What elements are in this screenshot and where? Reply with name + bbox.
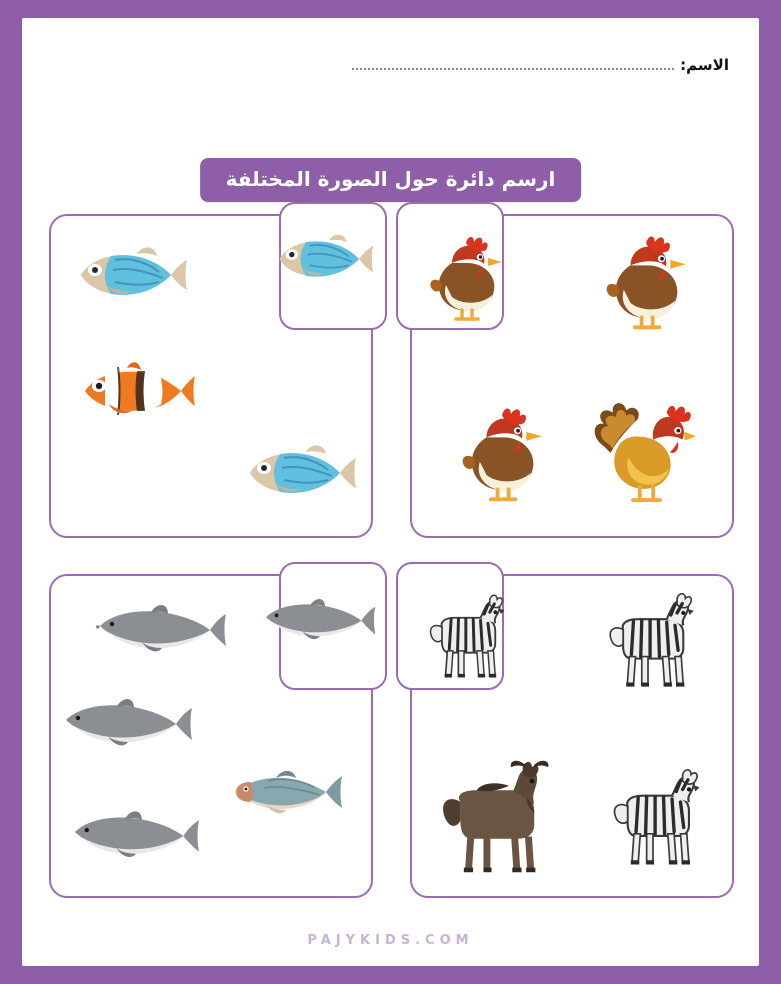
- item-hen-top-right[interactable]: [586, 222, 706, 342]
- name-field-row: [352, 56, 729, 74]
- item-dolphin-bottom-left[interactable]: [65, 804, 205, 862]
- item-zebra-bottom-right[interactable]: [590, 760, 716, 878]
- item-zebra-top-right[interactable]: [586, 584, 710, 700]
- worksheet-page: [22, 18, 759, 966]
- item-dolphin-top-right[interactable]: [259, 590, 379, 646]
- panel-chickens[interactable]: [410, 214, 734, 538]
- item-clownfish-middle[interactable]: [71, 356, 201, 426]
- item-wildebeest-bottom-left[interactable]: [420, 754, 570, 882]
- name-write-line[interactable]: [352, 67, 674, 70]
- site-watermark: PAJYKIDS.COM: [307, 933, 474, 948]
- page-title: ارسم دائرة حول الصورة المختلفة: [200, 158, 582, 202]
- item-rooster-bottom-right[interactable]: [582, 388, 702, 518]
- item-hen-top-left[interactable]: [414, 218, 518, 338]
- item-dolphin-middle-left[interactable]: [57, 692, 197, 750]
- panel-dolphins[interactable]: [49, 574, 373, 898]
- exercise-grid: [36, 214, 746, 898]
- item-blue-fish-top-left[interactable]: [63, 240, 193, 310]
- panel-fish[interactable]: [49, 214, 373, 538]
- item-salmon-fish-bottom-right[interactable]: [225, 762, 355, 822]
- item-hen-bottom-left[interactable]: [442, 394, 562, 514]
- item-blue-fish-top-right[interactable]: [263, 224, 379, 294]
- item-zebra-top-left[interactable]: [412, 580, 516, 696]
- name-label: الاسم:: [680, 56, 729, 74]
- item-blue-fish-bottom-right[interactable]: [229, 438, 365, 508]
- item-dolphin-top-left[interactable]: [91, 598, 231, 656]
- panel-zebras[interactable]: [410, 574, 734, 898]
